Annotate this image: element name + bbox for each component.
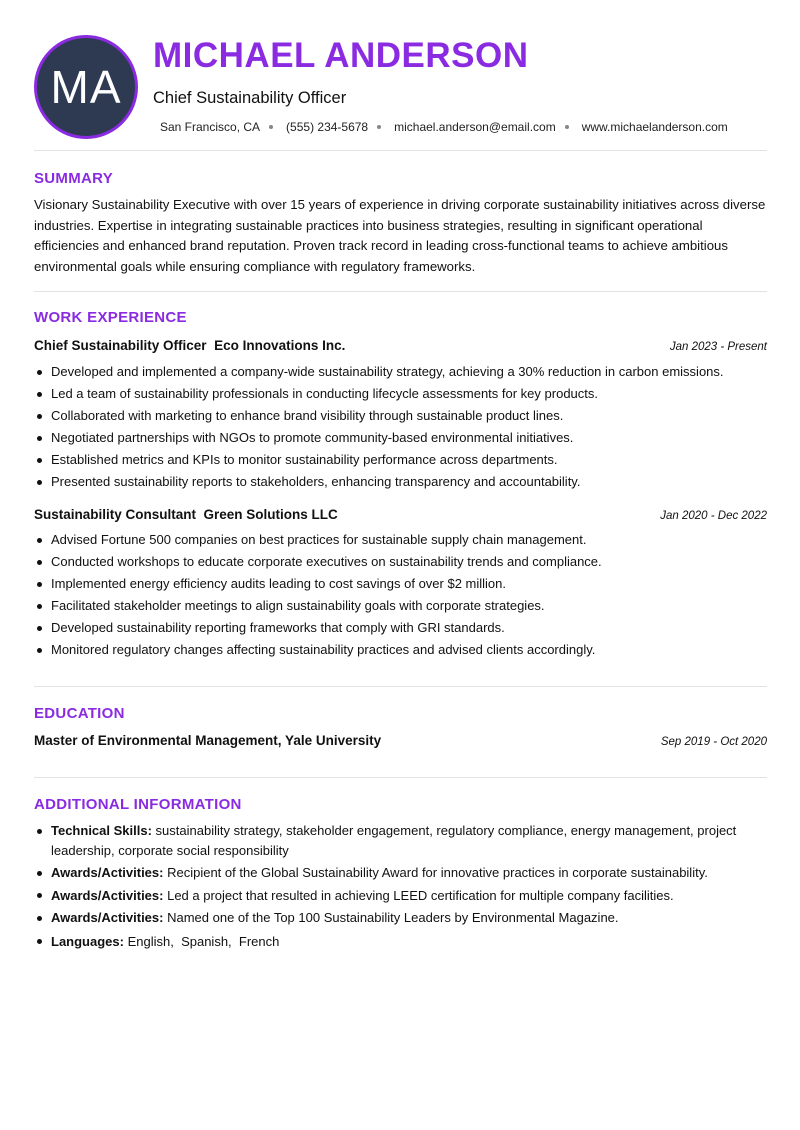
list-item: Collaborated with marketing to enhance brand visibility through sustainable product lines.	[34, 405, 767, 427]
candidate-name: MICHAEL ANDERSON	[153, 36, 529, 75]
job-dates: Jan 2020 - Dec 2022	[660, 510, 767, 522]
summary-heading: SUMMARY	[34, 170, 114, 187]
experience-heading: WORK EXPERIENCE	[34, 309, 187, 326]
separator-dot-icon	[377, 125, 381, 129]
item-label: Awards/Activities:	[51, 910, 164, 925]
divider	[34, 777, 767, 778]
item-label: Technical Skills:	[51, 823, 152, 838]
contact-phone: (555) 234-5678	[286, 120, 369, 134]
list-item	[34, 863, 767, 883]
item-text: Recipient of the Global Sustainability Award for innovative practices in corporate sustainability.	[167, 865, 708, 880]
job-header	[34, 338, 767, 353]
job-bullets	[34, 361, 767, 493]
job-title-line	[34, 507, 338, 522]
item-text: English, Spanish, French	[127, 933, 280, 949]
list-item: Led a team of sustainability professionals in conducting lifecycle assessments for key products.	[34, 383, 767, 405]
divider	[34, 686, 767, 687]
job-title-line	[34, 338, 345, 353]
list-item: Facilitated stakeholder meetings to align sustainability goals with corporate strategies.	[34, 595, 767, 617]
list-item	[34, 932, 767, 952]
job-role: Sustainability Consultant	[34, 507, 197, 522]
list-item: Presented sustainability reports to stakeholders, enhancing transparency and accountability.	[34, 471, 767, 493]
summary-text: Visionary Sustainability Executive with over 15 years of experience in driving corporate sustainability initiatives across diverse industries. Expertise in integrating sustainable practices into business strategies, resulting in significant operational efficiencies and enhanced brand reputation. Proven track record in leading cross-functional teams to achieve ambitious environmental goals while ensuring compliance with regulatory frameworks.	[34, 197, 766, 274]
item-text: Named one of the Top 100 Sustainability Leaders by Environmental Magazine.	[167, 910, 619, 925]
item-label: Languages:	[51, 933, 124, 949]
job-company: Green Solutions LLC	[203, 507, 338, 522]
list-item	[34, 821, 767, 860]
education-heading: EDUCATION	[34, 705, 125, 722]
contact-line	[160, 120, 728, 134]
list-item: Advised Fortune 500 companies on best practices for sustainable supply chain management.	[34, 529, 767, 551]
job-header	[34, 507, 767, 522]
separator-dot-icon	[565, 125, 569, 129]
separator-dot-icon	[269, 125, 273, 129]
contact-location: San Francisco, CA	[160, 120, 261, 134]
list-item: Negotiated partnerships with NGOs to promote community-based environmental initiatives.	[34, 427, 767, 449]
education-dates: Sep 2019 - Oct 2020	[660, 736, 767, 748]
divider	[34, 291, 767, 292]
candidate-title: Chief Sustainability Officer	[153, 89, 347, 107]
avatar-initials: MA	[50, 61, 122, 113]
list-item: Monitored regulatory changes affecting sustainability practices and advised clients accordingly.	[34, 639, 767, 661]
avatar	[34, 35, 138, 139]
education-degree: Master of Environmental Management, Yale University	[34, 733, 382, 748]
item-text: sustainability strategy, stakeholder engagement, regulatory compliance, energy management, project leadership, corporate social responsibility	[51, 823, 737, 858]
job-role: Chief Sustainability Officer	[34, 338, 207, 353]
item-label: Awards/Activities:	[51, 865, 164, 880]
item-text: Led a project that resulted in achieving LEED certification for multiple company facilities.	[167, 887, 674, 903]
list-item: Established metrics and KPIs to monitor sustainability performance across departments.	[34, 449, 767, 471]
job-dates: Jan 2023 - Present	[669, 341, 767, 353]
job-bullets	[34, 529, 767, 661]
list-item: Conducted workshops to educate corporate executives on sustainability trends and compliance.	[34, 551, 767, 573]
list-item: Developed and implemented a company-wide sustainability strategy, achieving a 30% reduction in carbon emissions.	[34, 361, 767, 383]
education-entry	[34, 733, 767, 748]
list-item: Developed sustainability reporting frameworks that comply with GRI standards.	[34, 617, 767, 639]
divider	[34, 150, 767, 151]
job-company: Eco Innovations Inc.	[214, 338, 346, 353]
list-item	[34, 908, 767, 928]
additional-heading: ADDITIONAL INFORMATION	[34, 796, 242, 813]
list-item	[34, 886, 767, 906]
contact-email[interactable]: michael.anderson@email.com	[394, 120, 556, 134]
contact-website[interactable]: www.michaelanderson.com	[581, 120, 728, 134]
item-label: Awards/Activities:	[51, 887, 164, 903]
additional-list	[34, 821, 767, 954]
list-item: Implemented energy efficiency audits leading to cost savings of over $2 million.	[34, 573, 767, 595]
